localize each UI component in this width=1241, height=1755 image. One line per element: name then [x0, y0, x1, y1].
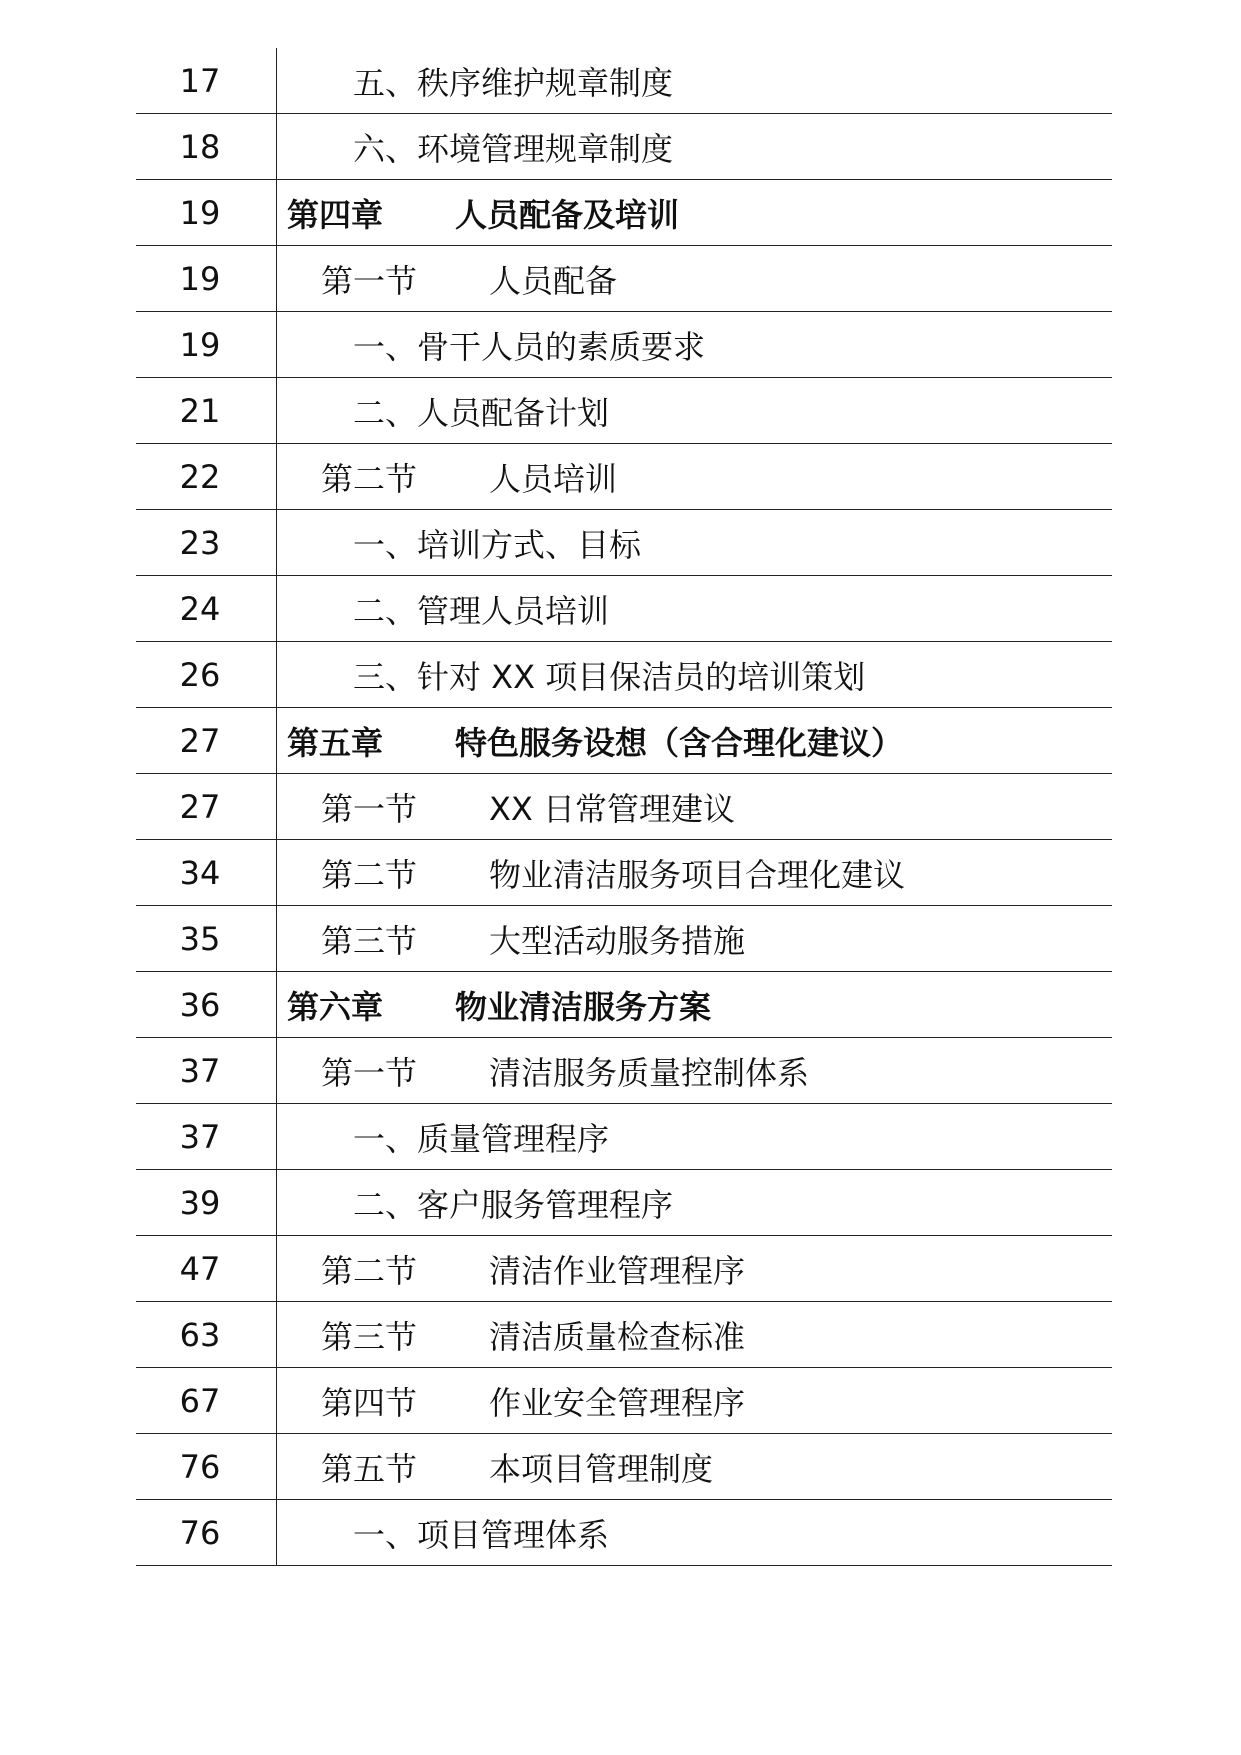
toc-entry-section [276, 1368, 1112, 1433]
section-title: 物业清洁服务项目合理化建议 [489, 855, 906, 894]
toc-row[interactable] [136, 180, 1112, 246]
section-title: 清洁质量检查标准 [489, 1317, 746, 1356]
toc-entry [276, 312, 1112, 377]
chapter-title: 物业清洁服务方案 [455, 987, 712, 1026]
page-number: 17 [179, 61, 221, 100]
toc-entry-section [276, 444, 1112, 509]
toc-row[interactable] [136, 1104, 1112, 1170]
page-number: 47 [179, 1249, 221, 1288]
page-number: 19 [179, 193, 221, 232]
toc-entry-section [276, 246, 1112, 311]
toc-entry-chapter [276, 708, 1112, 773]
toc-entry-section [276, 1038, 1112, 1103]
toc-row[interactable] [136, 510, 1112, 576]
toc-entry [276, 378, 1112, 443]
toc-row[interactable] [136, 114, 1112, 180]
section-label: 第四节 [321, 1383, 418, 1422]
toc-entry-chapter [276, 180, 1112, 245]
entry-title: 五、秩序维护规章制度 [353, 63, 674, 102]
page-number: 26 [179, 655, 221, 694]
toc-entry-section [276, 840, 1112, 905]
page-number: 35 [179, 919, 221, 958]
toc-entry [276, 642, 1112, 707]
section-label: 第二节 [321, 855, 418, 894]
section-label: 第一节 [321, 1053, 418, 1092]
chapter-label: 第四章 [287, 195, 384, 234]
toc-row[interactable] [136, 1302, 1112, 1368]
table-of-contents [136, 48, 1112, 1566]
toc-row[interactable] [136, 1170, 1112, 1236]
toc-row[interactable] [136, 378, 1112, 444]
section-title: 人员配备 [489, 261, 618, 300]
page-number: 21 [179, 391, 221, 430]
toc-row[interactable] [136, 1236, 1112, 1302]
toc-entry [276, 576, 1112, 641]
page-number: 24 [179, 589, 221, 628]
toc-entry-chapter [276, 972, 1112, 1037]
toc-entry [276, 1104, 1112, 1169]
toc-row[interactable] [136, 246, 1112, 312]
page-number: 76 [179, 1513, 221, 1552]
entry-title: 二、管理人员培训 [353, 591, 610, 630]
section-label: 第三节 [321, 1317, 418, 1356]
section-title: 作业安全管理程序 [489, 1383, 746, 1422]
page-number: 27 [179, 721, 221, 760]
page-number: 37 [179, 1117, 221, 1156]
toc-row[interactable] [136, 1500, 1112, 1566]
page-number: 19 [179, 325, 221, 364]
toc-entry-section [276, 906, 1112, 971]
toc-entry-section [276, 774, 1112, 839]
section-title: 本项目管理制度 [489, 1449, 714, 1488]
toc-row[interactable] [136, 576, 1112, 642]
entry-title: 三、针对 XX 项目保洁员的培训策划 [353, 657, 866, 696]
entry-title: 二、人员配备计划 [353, 393, 610, 432]
section-label: 第三节 [321, 921, 418, 960]
entry-title: 六、环境管理规章制度 [353, 129, 674, 168]
section-label: 第五节 [321, 1449, 418, 1488]
page-number: 18 [179, 127, 221, 166]
chapter-title: 特色服务设想（含合理化建议） [455, 723, 904, 762]
toc-entry-section [276, 1236, 1112, 1301]
toc-row[interactable] [136, 906, 1112, 972]
page-number: 27 [179, 787, 221, 826]
toc-entry [276, 48, 1112, 113]
page-number: 36 [179, 985, 221, 1024]
toc-row[interactable] [136, 840, 1112, 906]
section-label: 第一节 [321, 261, 418, 300]
section-title: 人员培训 [489, 459, 618, 498]
page-number: 67 [179, 1381, 221, 1420]
toc-row[interactable] [136, 1434, 1112, 1500]
page-number: 19 [179, 259, 221, 298]
toc-entry [276, 1170, 1112, 1235]
toc-row[interactable] [136, 972, 1112, 1038]
entry-title: 一、项目管理体系 [353, 1515, 610, 1554]
toc-row[interactable] [136, 642, 1112, 708]
section-label: 第二节 [321, 459, 418, 498]
section-title: XX 日常管理建议 [489, 789, 736, 828]
toc-row[interactable] [136, 774, 1112, 840]
section-title: 清洁服务质量控制体系 [489, 1053, 810, 1092]
entry-title: 二、客户服务管理程序 [353, 1185, 674, 1224]
page-number: 34 [179, 853, 221, 892]
chapter-label: 第五章 [287, 723, 384, 762]
page-number: 23 [179, 523, 221, 562]
page-number: 37 [179, 1051, 221, 1090]
page-number: 22 [179, 457, 221, 496]
section-label: 第一节 [321, 789, 418, 828]
page-number: 63 [179, 1315, 221, 1354]
toc-row[interactable] [136, 1038, 1112, 1104]
toc-entry-section [276, 1302, 1112, 1367]
toc-row[interactable] [136, 48, 1112, 114]
toc-entry [276, 114, 1112, 179]
entry-title: 一、培训方式、目标 [353, 525, 642, 564]
toc-row[interactable] [136, 708, 1112, 774]
chapter-label: 第六章 [287, 987, 384, 1026]
toc-entry-section [276, 1434, 1112, 1499]
toc-entry [276, 510, 1112, 575]
toc-entry [276, 1500, 1112, 1565]
section-label: 第二节 [321, 1251, 418, 1290]
page-number: 76 [179, 1447, 221, 1486]
chapter-title: 人员配备及培训 [455, 195, 680, 234]
page-number: 39 [179, 1183, 221, 1222]
section-title: 清洁作业管理程序 [489, 1251, 746, 1290]
toc-row[interactable] [136, 1368, 1112, 1434]
toc-row[interactable] [136, 444, 1112, 510]
section-title: 大型活动服务措施 [489, 921, 746, 960]
entry-title: 一、质量管理程序 [353, 1119, 610, 1158]
toc-row[interactable] [136, 312, 1112, 378]
entry-title: 一、骨干人员的素质要求 [353, 327, 706, 366]
